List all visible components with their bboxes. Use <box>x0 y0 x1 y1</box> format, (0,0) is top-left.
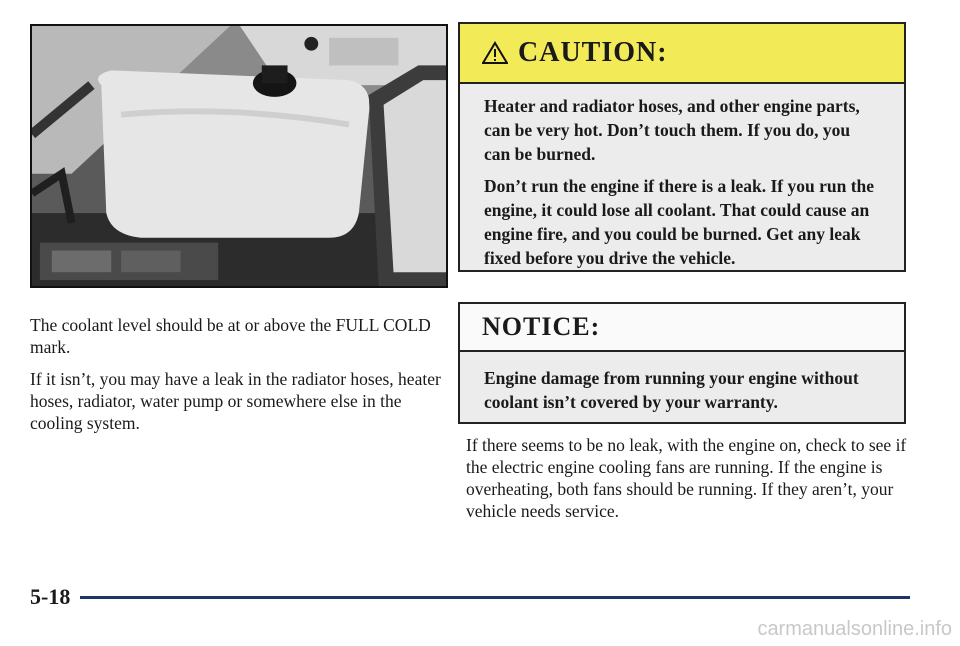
notice-box <box>458 302 906 424</box>
caution-body <box>460 84 904 270</box>
footer-rule <box>80 596 910 599</box>
warning-triangle-icon <box>482 41 508 65</box>
caution-paragraph: Don’t run the engine if there is a leak. If you run the engine, it could lose all coolant. That could cause an engine fire, and you could be burned. Get any leak fixed before you drive the vehicle. <box>484 176 875 268</box>
notice-title: NOTICE: <box>482 312 601 341</box>
notice-text: Engine damage from running your engine without coolant isn’t covered by your warranty. <box>484 368 859 412</box>
left-column-text <box>30 314 450 444</box>
caution-paragraph: Heater and radiator hoses, and other engine parts, can be very hot. Don’t touch them. If you do, you can be burned. <box>484 96 860 164</box>
caution-title: CAUTION: <box>518 37 668 68</box>
notice-header <box>460 304 904 352</box>
body-paragraph: If it isn’t, you may have a leak in the radiator hoses, heater hoses, radiator, water pump or somewhere else in the cooling system. <box>30 369 441 433</box>
page-number: 5-18 <box>30 584 71 609</box>
caution-header <box>460 24 904 84</box>
watermark: carmanualsonline.info <box>757 618 952 640</box>
page-footer <box>30 584 910 610</box>
caution-box <box>458 22 906 272</box>
right-column-text <box>466 434 911 522</box>
body-paragraph: The coolant level should be at or above the FULL COLD mark. <box>30 315 431 357</box>
body-paragraph: If there seems to be no leak, with the engine on, check to see if the electric engine cooling fans are running. If the engine is overheating, both fans should be running. If they aren’t, your vehicle needs service. <box>466 435 907 521</box>
engine-bay-illustration <box>32 26 446 286</box>
notice-body <box>460 352 904 414</box>
coolant-reservoir-photo <box>30 24 448 288</box>
